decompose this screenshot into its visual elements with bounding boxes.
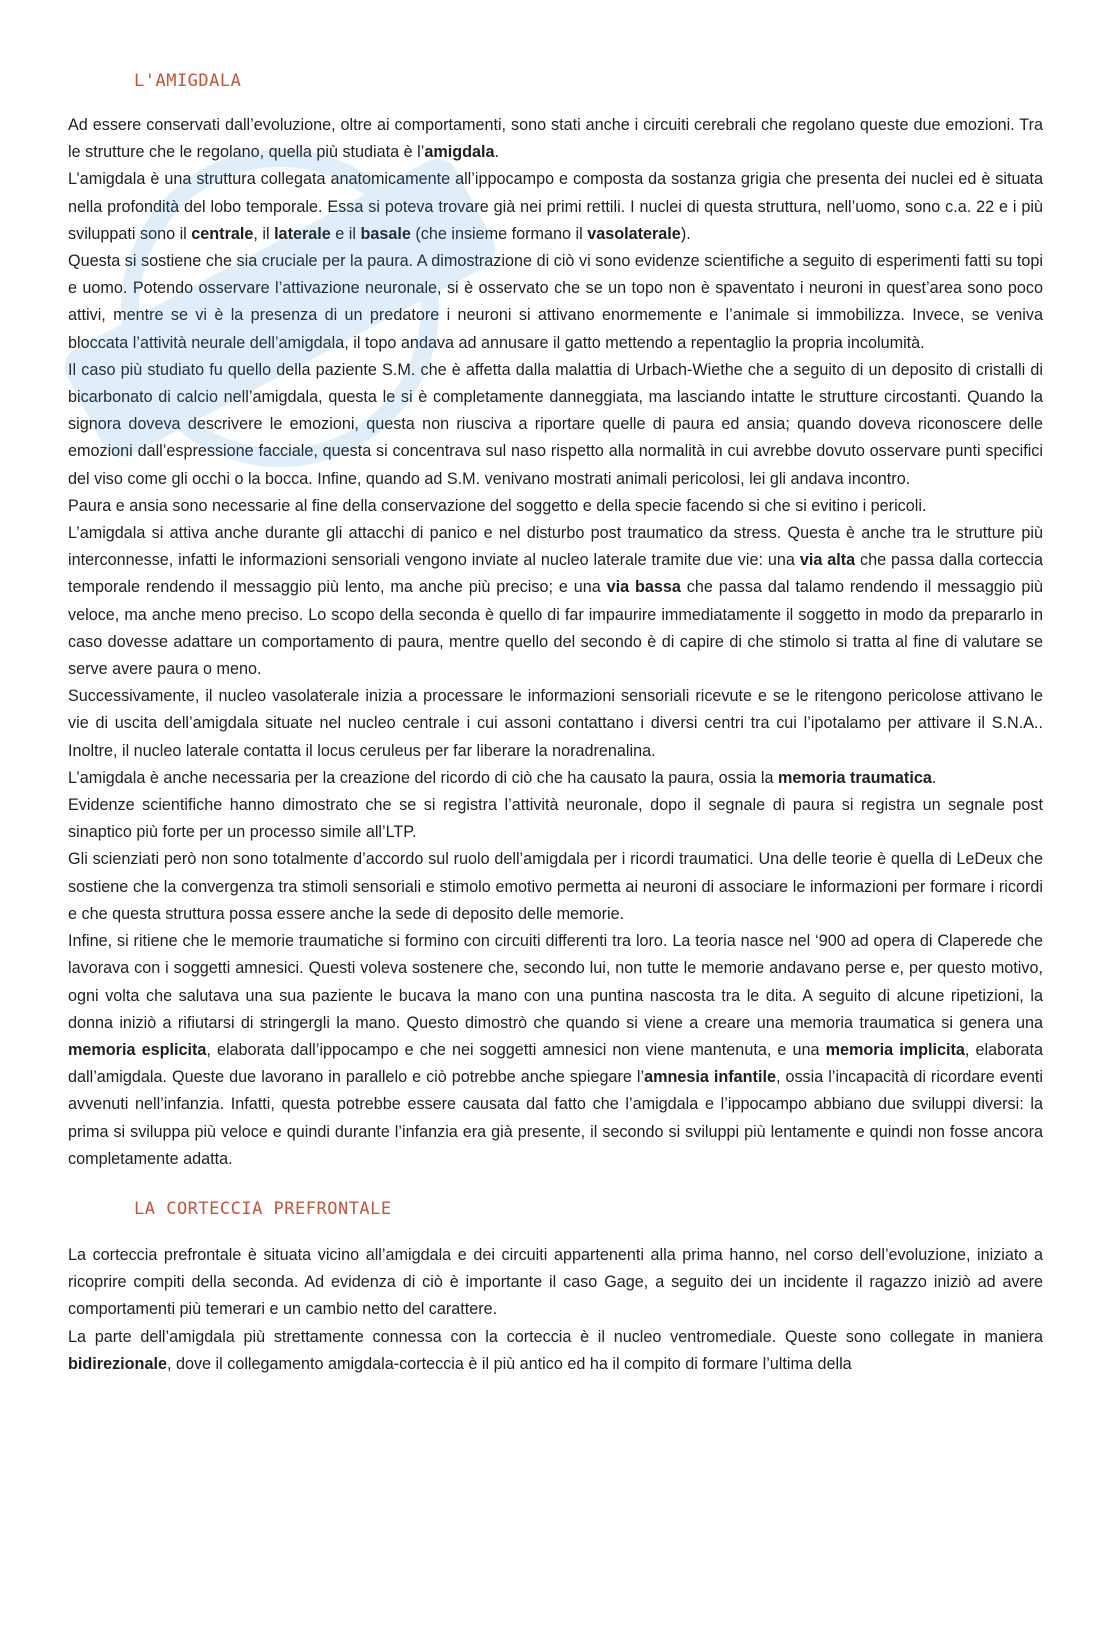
text-run: , elaborata dall’amigdala. Queste due lavorano in parallelo e ciò potrebbe anche spiegare l’ <box>68 1040 1043 1087</box>
bold-term: memoria traumatica <box>777 768 932 787</box>
paragraph <box>68 520 1043 683</box>
document-page <box>0 68 1116 1647</box>
section-heading: LA CORTECCIA PREFRONTALE <box>134 1198 392 1219</box>
text-run: ). <box>680 224 691 243</box>
bold-term: amnesia infantile <box>644 1068 776 1087</box>
paragraph <box>68 166 1043 248</box>
text-run: , ossia l’incapacità di ricordare eventi avvenuti nell’infanzia. Infatti, questa potrebbe essere causata dal fatto che l’amigdala e l’ippocampo abbiano due sviluppi diversi: la prima si sviluppa più veloce e quindi durante l’infanzia era già presente, il secondo si sviluppi più lentamente e quindi non fosse ancora completamente adatta. <box>68 1068 1044 1168</box>
paragraph <box>68 248 1043 357</box>
text-run: Evidenze scientifiche hanno dimostrato che se si registra l’attività neuronale, dopo il segnale di paura si registra un segnale post sinaptico più forte per un processo simile all’LTP. <box>68 796 1043 842</box>
bold-term: basale <box>360 224 411 243</box>
text-run: , elaborata dall’ippocampo e che nei soggetti amnesici non viene mantenuta, e una <box>206 1040 826 1059</box>
text-run: L’amigdala si attiva anche durante gli attacchi di panico e nel disturbo post traumatico da stress. Questa è anche tra le strutture più interconnesse, infatti le informazioni sensoriali vengono inviate al nucleo laterale tramite due vie: una <box>68 524 1043 570</box>
paragraph <box>68 112 1043 166</box>
paragraph <box>68 357 1043 493</box>
document-content <box>68 68 1043 1378</box>
text-run: Ad essere conservati dall’evoluzione, oltre ai comportamenti, sono stati anche i circuiti cerebrali che regolano queste due emozioni. Tra le strutture che le regolano, quella più studiata è l’ <box>68 116 1043 162</box>
paragraph <box>68 846 1043 928</box>
text-run: . <box>494 143 500 162</box>
bold-term: bidirezionale <box>68 1354 167 1373</box>
text-run: Questa si sostiene che sia cruciale per la paura. A dimostrazione di ciò vi sono evidenze scientifiche a seguito di esperimenti fatti su topi e uomo. Potendo osservare l’attivazione neuronale, si è osservato che se un topo non è spaventato i neuroni in quest’area sono poco attivi, mentre se vi è la presenza di un predatore i neuroni si attivano enormemente e l’animale si immobilizza. Invece, se veniva bloccata l’attività neurale dell’amigdala, il topo andava ad annusare il gatto mettendo a repentaglio la propria incolumità. <box>68 252 1043 352</box>
bold-term: centrale <box>191 224 254 243</box>
text-run: Infine, si ritiene che le memorie traumatiche si formino con circuiti differenti tra loro. La teoria nasce nel ‘900 ad opera di Claperede che lavorava con i soggetti amnesici. Questi voleva sostenere che, secondo lui, non tutte le memorie andavano perse e, per questo motivo, ogni volta che salutava una sua paziente le bucava la mano con una puntina nascosta tra le dita. A seguito di alcune ripetizioni, la donna iniziò a rifiutarsi di stringergli la mano. Questo dimostrò che quando si viene a creare una memoria traumatica si genera una <box>68 932 1043 1032</box>
section-heading: L'AMIGDALA <box>134 71 242 91</box>
text-run: L’amigdala è una struttura collegata anatomicamente all’ippocampo e composta da sostanza grigia che presenta dei nuclei ed è situata nella profondità del lobo temporale. Essa si poteva trovare già nei primi rettili. I nuclei di questa struttura, nell’uomo, sono c.a. 22 e i più sviluppati sono il <box>68 170 1043 243</box>
text-run: La parte dell’amigdala più strettamente connessa con la corteccia è il nucleo ventromediale. Queste sono collegate in maniera <box>68 1327 1043 1346</box>
text-run: (che insieme formano il <box>410 224 588 243</box>
bold-term: laterale <box>274 224 331 243</box>
text-run: che passa dalla corteccia temporale rendendo il messaggio più lento, ma anche più preciso; e una <box>68 551 1043 597</box>
bold-term: memoria esplicita <box>68 1040 207 1059</box>
paragraph <box>68 792 1043 846</box>
paragraph <box>68 765 1043 792</box>
paragraph <box>68 493 1043 520</box>
text-run: Gli scienziati però non sono totalmente d’accordo sul ruolo dell’amigdala per i ricordi traumatici. Una delle teorie è quella di LeDeux che sostiene che la convergenza tra stimoli sensoriali e stimolo emotivo permetta ai neuroni di associare le informazioni per formare i ricordi e che questa struttura possa essere anche la sede di deposito delle memorie. <box>68 850 1043 923</box>
paragraph <box>68 1242 1043 1324</box>
text-run: che passa dal talamo rendendo il messaggio più veloce, ma anche meno preciso. Lo scopo della seconda è quello di far impaurire immediatamente il soggetto in modo da prepararlo in caso dovesse adattare un comportamento di paura, mentre quello del secondo è di capire di che stimolo si tratta al fine di valutare se serve avere paura o meno. <box>68 578 1044 679</box>
bold-term: via bassa <box>606 578 681 597</box>
paragraph <box>68 928 1043 1173</box>
text-run: Successivamente, il nucleo vasolaterale inizia a processare le informazioni sensoriali ricevute e se le ritengono pericolose attivano le vie di uscita dell’amigdala situate nel nucleo centrale i cui assoni contattano i diversi centri tra cui l’ipotalamo per attivare il S.N.A.. Inoltre, il nucleo laterale contatta il locus ceruleus per far liberare la noradrenalina. <box>68 687 1043 760</box>
bold-term: memoria implicita <box>825 1040 965 1059</box>
text-run: L’amigdala è anche necessaria per la creazione del ricordo di ciò che ha causato la paura, ossia la <box>68 768 778 787</box>
text-run: . <box>931 768 937 787</box>
text-run: Il caso più studiato fu quello della paziente S.M. che è affetta dalla malattia di Urbach-Wiethe che a seguito di un deposito di cristalli di bicarbonato di calcio nell’amigdala, questa le si è completamente danneggiata, ma lasciando intatte le strutture circostanti. Quando la signora doveva descrivere le emozioni, questa non riusciva a riportare quelle di paura ed ansia; quando doveva riconoscere delle emozioni dall’espressione facciale, questa si concentrava sul naso rispetto alla normalità in cui avrebbe dovuto osservare punti specifici del viso come gli occhi o la bocca. Infine, quando ad S.M. venivano mostrati animali pericolosi, lei gli andava incontro. <box>68 360 1043 488</box>
text-run: , il <box>253 224 275 243</box>
bold-term: vasolaterale <box>587 224 681 243</box>
paragraph <box>68 683 1043 765</box>
text-run: La corteccia prefrontale è situata vicino all’amigdala e dei circuiti appartenenti alla prima hanno, nel corso dell’evoluzione, iniziato a ricoprire compiti della seconda. Ad evidenza di ciò è importante il caso Gage, a seguito dei un incidente il ragazzo iniziò ad avere comportamenti più temerari e un cambio netto del carattere. <box>68 1245 1043 1319</box>
bold-term: amigdala <box>424 143 495 162</box>
text-run: e il <box>330 224 361 243</box>
paragraph <box>68 1324 1043 1378</box>
text-run: Paura e ansia sono necessarie al fine della conservazione del soggetto e della specie facendo si che si evitino i pericoli. <box>68 496 927 515</box>
bold-term: via alta <box>799 551 856 570</box>
text-run: , dove il collegamento amigdala-corteccia è il più antico ed ha il compito di formare l’ultima della <box>166 1354 852 1373</box>
